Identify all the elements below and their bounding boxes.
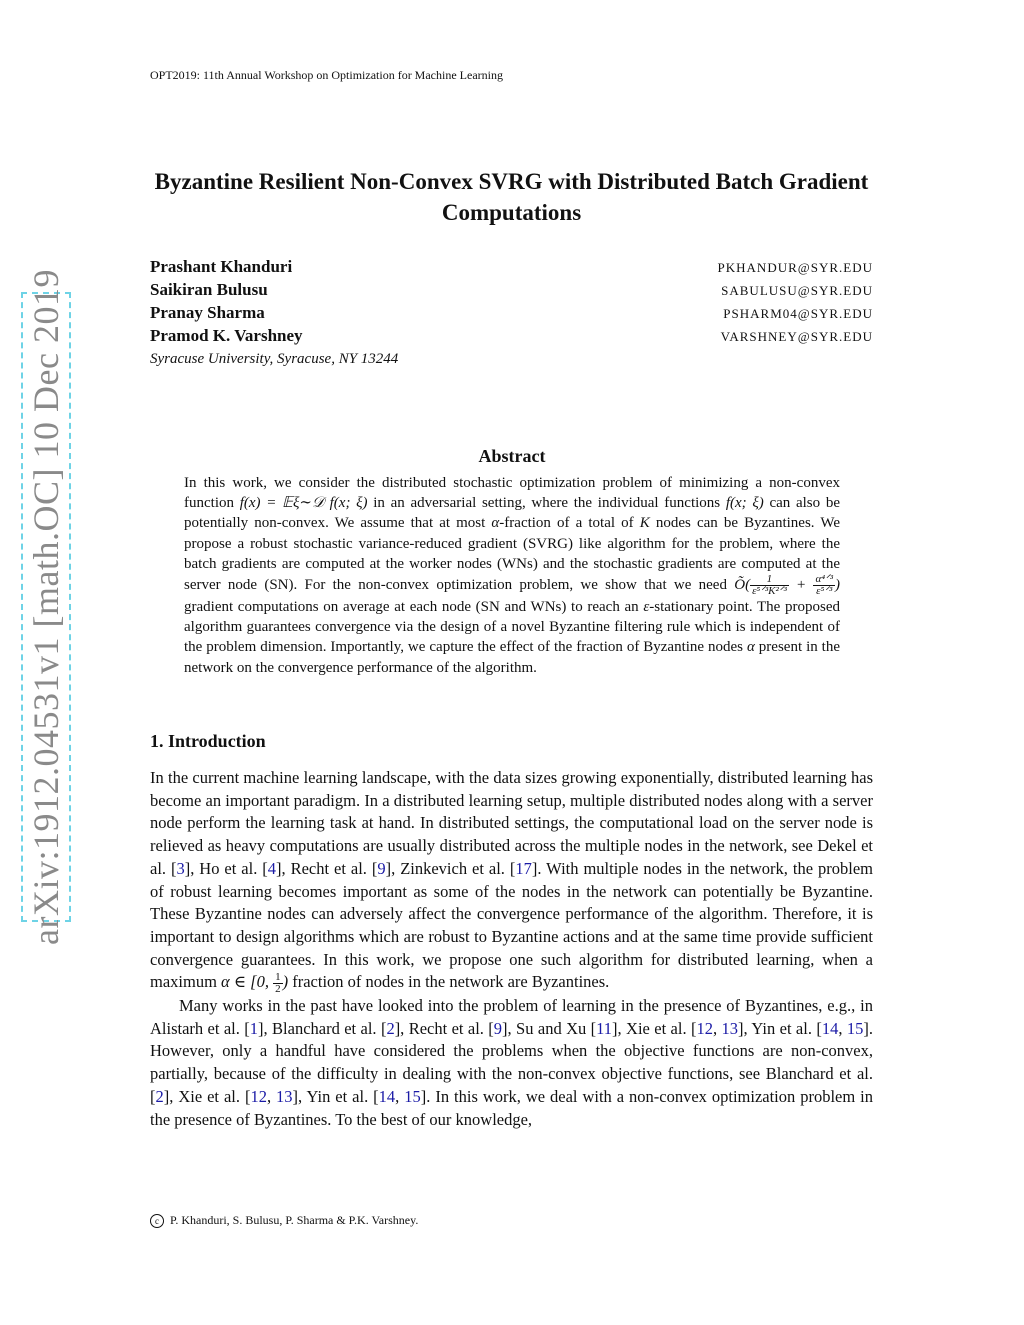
author-row [150, 303, 873, 326]
arxiv-stamp-text: arXiv:1912.04531v1 [math.OC] 10 Dec 2019 [26, 269, 66, 945]
citation-link[interactable]: 3 [176, 858, 185, 878]
abstract-text: can also be potentially non-convex. We assume that at most [184, 495, 840, 532]
author-name: Pranay Sharma [150, 303, 265, 322]
body-text: Many works in the past have looked into the problem of learning in the presence of Byzantines, e.g., in Alistarh et al. [ [150, 996, 873, 1038]
paragraph [150, 995, 873, 1131]
author-name: Prashant Khanduri [150, 257, 293, 276]
citation-link[interactable]: 14 [378, 1086, 396, 1106]
abstract-text: gradient computations on average at each node (SN and WNs) to reach an [184, 599, 644, 616]
abstract-math: f(x) = 𝔼ξ∼𝒟 f(x; ξ) [239, 495, 368, 512]
author-row [150, 257, 873, 280]
body-text: ], Recht et al. [ [276, 858, 378, 878]
footer-text: P. Khanduri, S. Bulusu, P. Sharma & P.K. Varshney. [170, 1213, 419, 1227]
formula-part: + [788, 576, 814, 593]
body-text: ], Xie et al. [ [163, 1086, 251, 1106]
abstract-math: ε [643, 599, 650, 616]
abstract-heading: Abstract [478, 446, 546, 466]
abstract-math: f(x; ξ) [725, 495, 764, 512]
author-email[interactable]: VARSHNEY@SYR.EDU [720, 329, 873, 344]
citation-link[interactable]: 4 [267, 858, 277, 878]
body-text: ], Yin et al. [ [292, 1086, 379, 1106]
body-text: ], Blanchard et al. [ [258, 1018, 387, 1038]
copyright-icon: c [150, 1214, 164, 1228]
inline-math: α ∈ [0, [221, 972, 274, 992]
author-row [150, 326, 873, 349]
citation-link[interactable]: 17 [515, 858, 532, 878]
abstract-math: α [491, 515, 500, 532]
paragraph [150, 767, 873, 995]
citation-link[interactable]: 12 [250, 1086, 267, 1106]
citation-link[interactable]: 2 [155, 1086, 164, 1106]
arxiv-stamp[interactable] [21, 269, 71, 945]
formula-part: ) [835, 576, 840, 593]
abstract-text: -stationary point. The proposed algorithm guarantees convergence via the design of a novel Byzantine filtering rule which is independent of the problem dimension. Importantly, we capture the effect of the fraction of Byzantine nodes [184, 599, 840, 656]
body-text: In the current machine learning landscape, with the data sizes growing exponentially, distributed learning has become an important paradigm. In a distributed learning setup, multiple distributed nodes along with a server node perform the learning task at hand. In distributed settings, the computational load on the server node is relieved as heavy computations are usually distributed across the multiple nodes in the network, see Dekel et al. [ [150, 768, 873, 878]
citation-link[interactable]: 2 [386, 1018, 395, 1038]
section-heading: 1. Introduction [150, 731, 266, 751]
abstract-text: nodes can be Byzantines. We propose a robust stochastic variance-reduced gradient (SVRG) like algorithm for the problem, where the batch gradients are computed at the worker nodes (WNs) and the stochastic gradients are computed at the server node (SN). For the non-convex optimization problem, we show that we need [184, 515, 840, 593]
fraction-denominator: 2 [275, 983, 281, 996]
author-email[interactable]: SABULUSU@SYR.EDU [721, 283, 873, 298]
fraction-denominator: ε⁵ᐟ³K²ᐟ³ [752, 585, 787, 598]
citation-link[interactable]: 15 [846, 1018, 864, 1038]
author-row [150, 280, 873, 303]
citation-link[interactable]: 13 [276, 1086, 293, 1106]
citation-link[interactable]: 11 [596, 1018, 613, 1038]
body-text: , [266, 1086, 277, 1106]
citation-link[interactable]: 14 [821, 1018, 839, 1038]
body-text: ], Recht et al. [ [394, 1018, 494, 1038]
body-text: fraction of nodes in the network are Byzantines. [288, 972, 610, 992]
body-text: ], Ho et al. [ [184, 858, 268, 878]
abstract-math: K [639, 515, 650, 532]
abstract-math: α [746, 639, 755, 656]
abstract-text: -fraction of a total of [499, 515, 640, 532]
body-text: ]. In this work, we deal with a non-convex optimization problem in the presence of Byzantines. To the best of our knowledge, [150, 1086, 873, 1129]
formula-part: Õ( [734, 576, 751, 593]
citation-link[interactable]: 12 [696, 1018, 713, 1038]
abstract-text: present in the network on the convergence performance of the algorithm. [184, 639, 841, 676]
author-email[interactable]: PSHARM04@SYR.EDU [723, 306, 873, 321]
author-name: Saikiran Bulusu [150, 280, 268, 299]
body-text: ], Su and Xu [ [502, 1018, 597, 1038]
fraction [750, 574, 789, 597]
fraction-numerator: 1 [275, 971, 281, 984]
intro-body [150, 767, 873, 1131]
body-text: ], Xie et al. [ [612, 1018, 697, 1038]
copyright-footer [150, 1213, 418, 1228]
abstract-body [184, 473, 840, 678]
paper-title: Byzantine Resilient Non-Convex SVRG with Distributed Batch Gradient Computations [154, 169, 869, 225]
affiliation: Syracuse University, Syracuse, NY 13244 [150, 351, 399, 367]
abstract-text: In this work, we consider the distributed stochastic optimization problem of minimizing a non-convex function [184, 475, 840, 512]
citation-link[interactable]: 1 [249, 1018, 259, 1038]
complexity-formula [734, 573, 840, 598]
body-text: ], Yin et al. [ [738, 1018, 822, 1038]
fraction [813, 574, 835, 597]
body-text: ], Zinkevich et al. [ [385, 858, 516, 878]
fraction-denominator: ε⁵ᐟ³ [816, 585, 833, 598]
citation-link[interactable]: 9 [377, 858, 386, 878]
body-text: , [838, 1018, 847, 1038]
body-text: , [395, 1086, 405, 1106]
author-email[interactable]: PKHANDUR@SYR.EDU [717, 260, 873, 275]
fraction-numerator: α⁴ᐟ³ [815, 573, 833, 586]
citation-link[interactable]: 9 [493, 1018, 503, 1038]
fraction [273, 972, 283, 995]
author-block [150, 257, 873, 368]
author-name: Pramod K. Varshney [150, 326, 303, 345]
abstract-text: in an adversarial setting, where the individual functions [367, 495, 726, 512]
fraction-numerator: 1 [750, 574, 789, 586]
body-text: , [712, 1018, 722, 1038]
body-text: ]. However, only a handful have considered the problems when the objective functions are non-convex, partially, because of the difficulty in dealing with the non-convex objective functions, see Blanchard et al. [ [150, 1018, 873, 1106]
body-text: ]. With multiple nodes in the network, the problem of robust learning becomes important as some of the nodes in the network can potentially be Byzantine. These Byzantine nodes can adversely affect the convergence performance of the algorithm. Therefore, it is important to design algorithms which are robust to Byzantine actions and at the same time provide sufficient convergence guarantees. In this work, we propose one such algorithm for distributed learning, when a maximum [150, 858, 873, 992]
citation-link[interactable]: 15 [404, 1086, 421, 1106]
venue-header: OPT2019: 11th Annual Workshop on Optimization for Machine Learning [150, 68, 503, 82]
citation-link[interactable]: 13 [721, 1018, 738, 1038]
inline-math: ) [282, 972, 289, 992]
